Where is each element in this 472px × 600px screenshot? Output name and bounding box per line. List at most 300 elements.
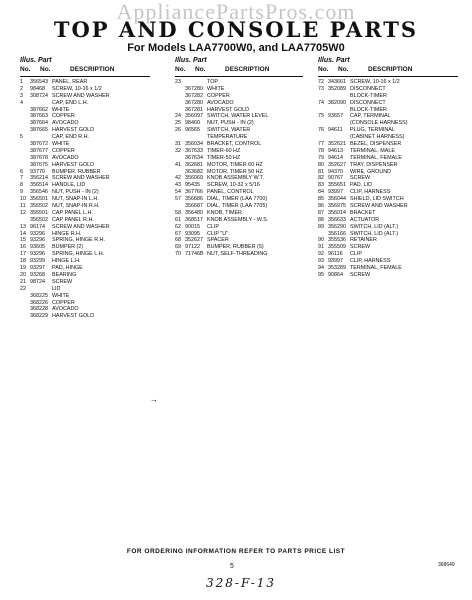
part-description: HARVEST GOLD [52,161,95,168]
part-description: BRACKET [350,209,376,216]
part-row [20,313,150,320]
illus-number: 22 [20,285,26,292]
part-number: 382090 [328,99,346,106]
part-number: 367634 [185,154,203,161]
part-row [20,286,150,293]
part-description: WHITE [207,85,225,92]
illus-number: 67 [175,230,181,237]
part-number: 94611 [328,127,343,134]
part-number: 352627 [328,161,346,168]
part-row [20,210,150,217]
part-number: 356546 [30,189,48,196]
part-row [20,79,150,86]
part-row [175,182,303,189]
part-description: SCREW, 10-16 x 1/2 [350,79,400,85]
part-number: 387677 [30,147,48,154]
part-row [20,127,150,134]
part-number: 356480 [185,209,203,216]
part-row [175,224,303,231]
illus-number: 12 [20,209,26,216]
part-row [318,93,458,100]
part-description: CAP PANEL L.H. [52,209,93,216]
part-description: SCREW [52,278,73,285]
part-row [175,155,303,162]
illus-number: 26 [175,127,181,134]
part-row [318,113,458,120]
part-number: 387665 [30,127,48,134]
header-illus: Illus. [20,57,36,64]
header-no-part: No. [40,66,51,73]
illus-number: 88 [318,216,324,223]
illus-number: 90 [318,237,324,244]
part-row [20,272,150,279]
part-row [318,127,458,134]
part-row [175,86,303,93]
part-row [20,196,150,203]
part-row [20,169,150,176]
part-number: 96174 [30,223,45,230]
part-row [175,134,303,141]
illus-number: 19 [20,265,26,272]
part-description: SCREW [350,244,371,251]
illus-number: 21 [20,278,26,285]
part-description: SPRING, HINGE R.H. [52,237,106,244]
illus-number: 83 [318,182,324,189]
part-description: AVOCADO [207,99,234,106]
part-description: PANEL, CONTROL [207,189,254,196]
part-row [318,148,458,155]
part-row [318,134,458,141]
part-description: TERMINAL, MALE [350,147,395,154]
illus-number: 1 [20,79,23,85]
part-description: TRAY, DISPENSER [350,161,398,168]
parts-column-1 [20,58,150,320]
part-row [318,251,458,258]
part-number: 356014 [328,209,346,216]
illus-number: 20 [20,271,26,278]
illus-number: 31 [175,141,181,148]
part-number: 98468 [30,85,45,92]
part-number: 93268 [30,271,45,278]
part-row [20,189,150,196]
part-row [318,237,458,244]
part-description: CLIP "U" [207,230,229,237]
part-row [175,196,303,203]
part-description: PAD, LID [350,182,373,189]
part-row [175,189,303,196]
part-description: BEZEL, DISPENSER [350,141,402,148]
part-number: 367281 [185,106,203,113]
part-number: 93095 [185,230,200,237]
part-description: WIRE, GROUND [350,168,392,175]
part-number: 356687 [185,203,203,210]
part-row [318,155,458,162]
part-description: KNOB ASSEMBLY W.T. [207,175,265,182]
part-row [20,155,150,162]
illus-number: 41 [175,161,181,168]
part-row [175,231,303,238]
part-description: CAP, TERMINAL [350,113,391,120]
parts-column-3 [318,58,458,279]
part-row [20,141,150,148]
part-description: SCREW AND WASHER [52,92,110,99]
header-no: No. [175,66,186,73]
illus-number: 7 [20,175,23,182]
part-row [20,306,150,313]
page-number: 5 [230,563,234,570]
part-number: 387672 [30,141,48,148]
illus-number: 80 [318,161,324,168]
part-description: CLIP [207,223,219,230]
part-row [318,175,458,182]
part-number: 356501 [30,196,48,203]
part-number: 356044 [328,196,346,203]
part-description: WHITE [52,292,70,299]
part-description: TERMINAL, FEMALE [350,265,402,272]
illus-number: 57 [175,196,181,203]
part-description: SCREW [350,271,371,278]
part-row [175,217,303,224]
part-row [175,120,303,127]
part-description: COPPER [52,147,75,154]
part-number: 98724 [30,278,45,285]
header-no: No. [318,66,329,73]
illus-number: 85 [318,196,324,203]
part-description: HINGE R.H. [52,230,82,237]
part-description: DIAL, TIMER (LAA 7700) [207,196,268,203]
header-no-part: No. [338,66,349,73]
part-number: 356069 [185,175,203,182]
part-row [20,148,150,155]
part-number: 353289 [328,265,346,272]
part-row [175,251,303,258]
illus-number: 2 [20,85,23,92]
part-row [175,210,303,217]
part-number: 90864 [328,271,343,278]
part-row [318,244,458,251]
part-number: 97122 [185,244,200,251]
part-row [20,203,150,210]
header-no: No. [20,66,31,73]
reference-code: 368649 [438,562,455,568]
part-row [318,231,458,238]
part-row [318,107,458,114]
illus-number: 81 [318,168,324,175]
part-number: 368225 [30,292,48,299]
part-row [318,79,458,86]
part-description: CAP, END R.H. [52,134,90,141]
part-row [318,210,458,217]
part-row [20,265,150,272]
part-row [175,107,303,114]
part-description: CLIP [350,251,362,258]
part-description: SPRING, HINGE L.H. [52,251,105,258]
part-number: 356502 [30,203,48,210]
part-row [20,107,150,114]
part-row [318,203,458,210]
part-description: LID [52,285,61,292]
part-description: KNOB, TIMER [207,209,242,216]
handwritten-note: 328-F-13 [206,576,277,590]
header-no-part: No. [195,66,206,73]
illus-number: 18 [20,258,26,265]
part-number: 95435 [185,182,200,189]
part-row [175,100,303,107]
part-description: SWITCH, LID (ALT.) [350,230,399,237]
illus-number: 11 [20,203,26,210]
part-description: WHITE [52,106,70,113]
part-number: 356686 [185,196,203,203]
illus-number: 62 [175,223,181,230]
illus-number: 68 [175,237,181,244]
illus-number: 8 [20,182,23,189]
part-number: 90767 [328,175,343,182]
arrow-marker-icon: → [150,395,158,404]
illus-number: 79 [318,154,324,161]
header-part: Part [38,57,52,64]
part-number: 362681 [185,161,203,168]
part-row [318,189,458,196]
page-title: TOP AND CONSOLE PARTS [53,17,419,42]
part-number: 94613 [328,147,343,154]
part-description: SCREW, 10-16 x 1/2 [52,85,102,92]
illus-number: 25 [175,120,181,127]
part-description: BUMPER (2) [52,244,84,251]
part-number: 93296 [30,251,45,258]
illus-number: 42 [175,175,181,182]
part-row [318,182,458,189]
part-description: SHIELD, LID SWITCH [350,196,404,203]
part-description: CAP, END L.H. [52,99,89,106]
column-header [20,58,150,77]
part-number: 94614 [328,154,343,161]
illus-number: 24 [175,113,181,120]
illus-number: 54 [175,189,181,196]
part-number: 387662 [30,106,48,113]
part-description: NUT, SNAP-IN R.H. [52,203,100,210]
header-illus: Illus. [318,57,334,64]
part-row [20,300,150,307]
part-row [20,258,150,265]
part-description: SWITCH, WATER [207,127,251,134]
part-description: CAP PANEL R.H. [52,216,94,223]
part-row [20,162,150,169]
part-description: SCREW [350,175,371,182]
illus-number: 76 [318,127,324,134]
part-row [318,265,458,272]
part-number: 93297 [30,265,45,272]
part-description: ACTUATOR [350,216,380,223]
header-part: Part [336,57,350,64]
part-number: 367633 [185,147,203,154]
illus-number: 91 [318,244,324,251]
part-number: 356034 [185,141,203,148]
part-number: 356290 [328,223,346,230]
part-description: COPPER [52,113,75,120]
page-subtitle: For Models LAA7700W0, and LAA7705W0 [127,42,345,54]
part-description: BLOCK-TIMER [350,106,387,113]
part-row [318,169,458,176]
header-description: DESCRIPTION [70,66,115,73]
part-number: 387664 [30,120,48,127]
illus-number: 86 [318,203,324,210]
part-description: COPPER [207,92,230,99]
part-row [175,79,303,86]
part-row [175,203,303,210]
illus-number: 10 [20,196,26,203]
part-number: 356543 [30,79,48,85]
part-number: 367280 [185,99,203,106]
part-row [175,93,303,100]
part-description: WHITE [52,141,70,148]
illus-number: 87 [318,209,324,216]
illus-number: 92 [318,251,324,258]
illus-number: 14 [20,230,26,237]
part-description: BUMPER, RUBBER [52,168,101,175]
illus-number: 16 [20,244,26,251]
illus-number: 13 [20,223,26,230]
part-row [20,237,150,244]
part-row [318,141,458,148]
part-row [20,224,150,231]
part-row [20,100,150,107]
part-row [175,113,303,120]
illus-number: 9 [20,189,23,196]
illus-number: 17 [20,251,26,258]
illus-number: 69 [175,244,181,251]
part-number: 363682 [185,168,203,175]
part-description: NUT, SNAP-IN L.H. [52,196,99,203]
illus-number: 77 [318,141,324,148]
part-description: (CONSOLE HARNESS) [350,120,408,127]
illus-number: 23 [175,79,181,85]
part-description: COPPER [52,299,75,306]
part-description: TOP [207,79,218,85]
part-number: 356166 [328,230,346,237]
header-description: DESCRIPTION [368,66,413,73]
part-row [20,134,150,141]
part-number: 356975 [328,203,346,210]
part-number: 93605 [30,244,45,251]
part-description: HINGE L.H. [52,258,81,265]
part-number: 352621 [328,141,346,148]
ordering-footer: FOR ORDERING INFORMATION REFER TO PARTS PRICE LIST [126,548,346,555]
part-description: PLUG, TERMINAL [350,127,395,134]
parts-column-2 [175,58,303,258]
part-description: SCREW, 10-32 x 5/16 [207,182,260,189]
part-row [20,86,150,93]
part-description: SCREW AND WASHER [350,203,408,210]
part-row [175,169,303,176]
part-row [175,141,303,148]
part-number: 355651 [328,182,346,189]
illus-number: 73 [318,85,324,92]
part-number: 367282 [185,92,203,99]
part-description: PANEL, REAR [52,79,88,85]
illus-number: 84 [318,189,324,196]
watermark: AppliancePartsPros.com [116,0,356,24]
part-row [318,86,458,93]
part-number: 93299 [30,258,45,265]
part-description: RETAINER [350,237,377,244]
part-number: 368229 [30,313,48,320]
part-description: HANDLE, LID [52,182,86,189]
part-number: 367280 [185,85,203,92]
part-number: 93296 [30,237,45,244]
illus-number: 93 [318,258,324,265]
part-description: NUT, PUSH - IN (2) [52,189,99,196]
part-number: 90015 [185,223,200,230]
part-description: SCREW AND WASHER [52,223,110,230]
part-number: 308724 [30,92,48,99]
column-header [318,58,458,77]
part-description: (CABINET HARNESS) [350,134,405,141]
header-part: Part [193,57,207,64]
part-row [20,293,150,300]
part-number: 356214 [30,175,48,182]
illus-number: 72 [318,79,324,85]
part-description: AVOCADO [52,154,79,161]
part-number: 94370 [328,168,343,175]
part-number: 355536 [328,237,346,244]
part-row [20,182,150,189]
part-number: 356633 [328,216,346,223]
part-row [175,244,303,251]
part-description: SPACER [207,237,229,244]
part-row [175,127,303,134]
part-row [318,196,458,203]
illus-number: 94 [318,265,324,272]
part-description: BEARING [52,271,77,278]
part-number: 368517 [185,216,203,223]
illus-number: 58 [175,209,181,216]
part-description: BUMPER, RUBBER (5) [207,244,264,251]
part-description: TEMPERATURE [207,134,248,141]
part-number: 93657 [328,113,343,120]
part-description: PAD, HINGE [52,265,83,272]
part-description: TIMER-50 HZ [207,154,241,161]
part-number: 96116 [328,251,343,258]
part-row [20,113,150,120]
part-row [20,251,150,258]
part-row [318,100,458,107]
column-header [175,58,303,77]
part-number: 356097 [185,113,203,120]
part-number: 367766 [185,189,203,196]
part-row [175,237,303,244]
part-description: DISCONNECT [350,99,386,106]
illus-number: 78 [318,147,324,154]
illus-number: 4 [20,99,23,106]
part-number: 356501 [30,209,48,216]
illus-number: 5 [20,134,23,141]
part-row [20,244,150,251]
part-description: CLIP, HARNESS [350,258,391,265]
part-row [175,148,303,155]
illus-number: 70 [175,251,181,258]
part-row [20,217,150,224]
illus-number: 82 [318,175,324,182]
part-description: BRACKET, CONTROL [207,141,262,148]
part-description: SWITCH, WATER LEVEL [207,113,269,120]
part-row [318,224,458,231]
part-row [175,175,303,182]
part-number: 368228 [30,306,48,313]
illus-number: 95 [318,271,324,278]
part-number: 356502 [30,216,48,223]
part-description: SCREW AND WASHER [52,175,110,182]
illus-number: 89 [318,223,324,230]
